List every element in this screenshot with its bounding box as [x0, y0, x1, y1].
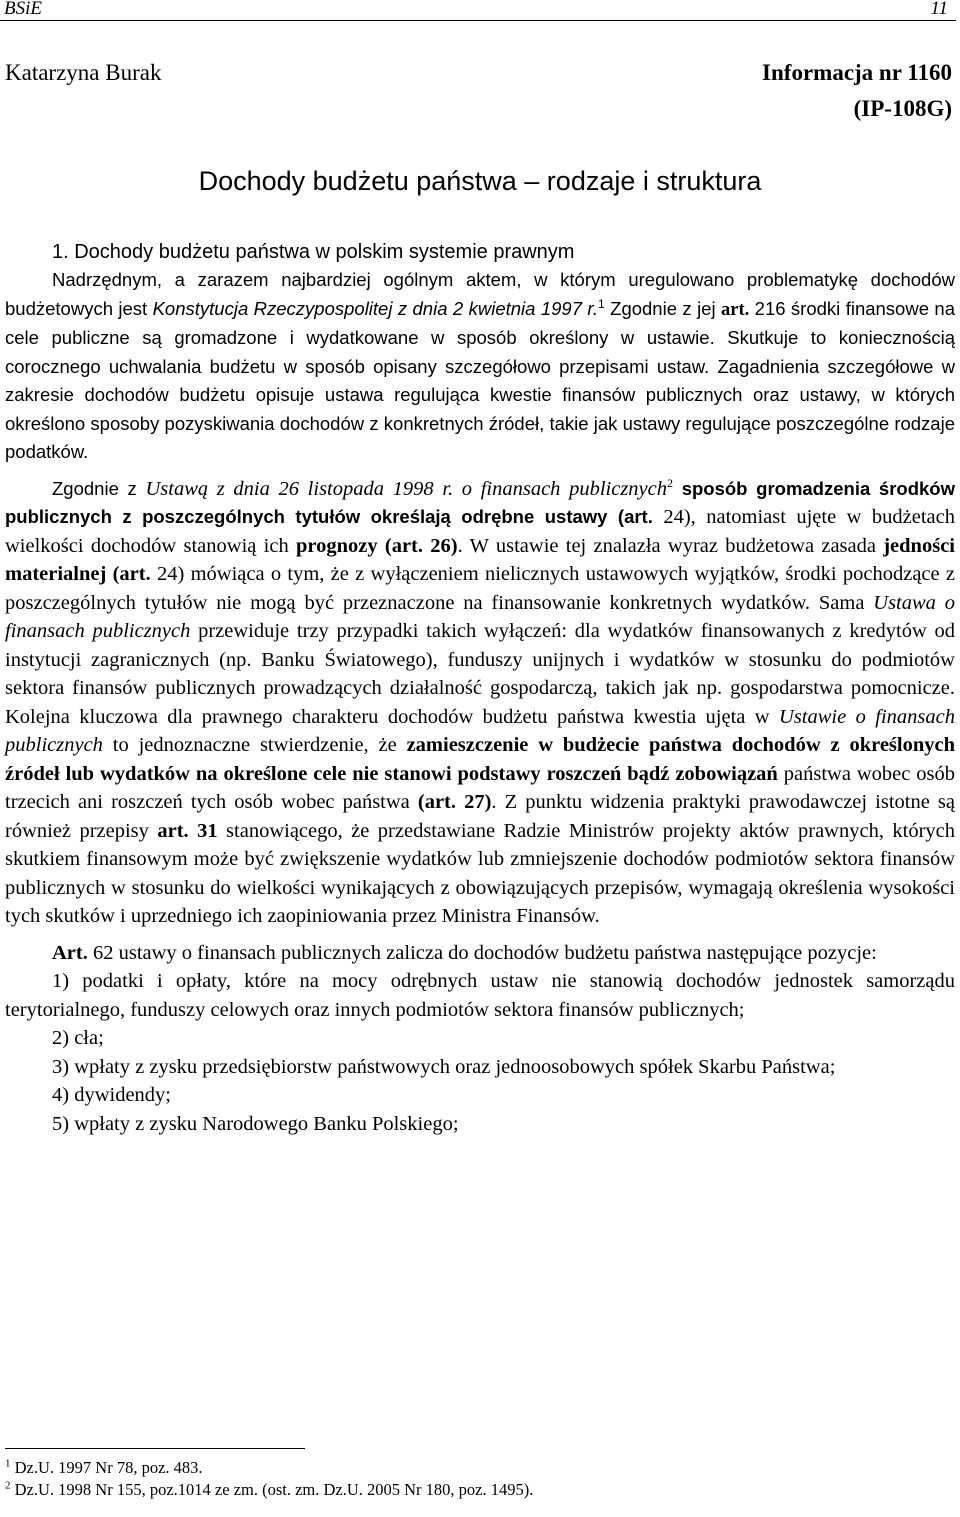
text-run-bold: art. 31 — [157, 819, 218, 842]
text-run-bold: jedności materialnej (art. — [5, 534, 955, 585]
footnote — [5, 1457, 533, 1479]
body-text — [5, 238, 955, 1138]
info-number: Informacja nr 1160 — [762, 60, 952, 85]
list-item: 4) dywidendy; — [52, 1084, 171, 1106]
text-run-bold: (art. 27) — [417, 791, 492, 813]
running-head — [0, 0, 956, 21]
paragraph-2 — [5, 475, 955, 931]
footnote — [5, 1479, 533, 1501]
text-run-italic: Ustawą z dnia 26 listopada 1998 r. o finansach publicznych — [145, 477, 668, 500]
page-number: 11 — [930, 0, 948, 19]
text-run: Zgodnie z — [52, 477, 146, 499]
info-code: (IP-108G) — [853, 96, 952, 121]
text-run-italic: Konstytucja Rzeczypospolitej z dnia 2 kwietnia 1997 r. — [152, 297, 599, 319]
section-heading: 1. Dochody budżetu państwa w polskim systemie prawnym — [52, 241, 575, 263]
text-run-bold: Art. — [52, 941, 88, 964]
list-item: 1) podatki i opłaty, które na mocy odrębnych ustaw nie stanowią dochodów jednostek samorządu terytorialnego, funduszy celowych oraz innych podmiotów sektora finansów publicznych; — [5, 970, 955, 1021]
footnote-number: 2 — [5, 1479, 11, 1492]
text-run: państwa wobec osób trzecich ani roszczeń tych osób wobec państwa — [5, 762, 956, 813]
footnote-ref: 2 — [667, 475, 674, 490]
footnote-ref: 1 — [598, 296, 605, 311]
text-run-bold: zamieszczenie w budżecie państwa dochodów z określonych źródeł lub wydatków na określone cele nie stanowi podstawy roszczeń bądź zobowiązań — [5, 734, 955, 785]
text-run: stanowiącego, że przedstawiane Radzie Ministrów projekty aktów prawnych, których skutkiem finansowym może być zwiększenie wydatków lub zmniejszenie dochodów podmiotów sektora finansów publicznych w stosunku do wielkości wynikających z obowiązujących przepisów, wymagają określenia wysokości tych skutków i uprzedniego ich zaopiniowania przez Ministra Finansów. — [5, 819, 956, 927]
footnote-text: Dz.U. 1998 Nr 155, poz.1014 ze zm. (ost. zm. Dz.U. 2005 Nr 180, poz. 1495). — [10, 1480, 534, 1499]
text-run-italic: Ustawa o finansach publicznych — [5, 591, 955, 642]
text-run-bold: art. — [721, 299, 750, 320]
document-title: Dochody budżetu państwa – rodzaje i struktura — [198, 166, 762, 196]
text-run-bold: prognozy (art. 26) — [295, 534, 458, 557]
footnotes — [5, 1457, 533, 1501]
paragraph-1 — [5, 266, 955, 467]
list-item: 2) cła; — [52, 1027, 104, 1049]
text-run: 24) mówiąca o tym, że z wyłączeniem nielicznych ustawowych wyjątków, środki pochodzące z poszczególnych tytułów nie mogą być przeznaczone na finansowanie konkretnych wydatków. Sama — [5, 563, 956, 614]
footnote-number: 1 — [5, 1457, 11, 1470]
text-run: Nadrzędnym, a zarazem najbardziej ogólnym aktem, w którym uregulowano problematykę dochodów budżetowych jest — [5, 269, 955, 319]
text-run: Zgodnie z jej — [604, 297, 721, 319]
text-run: . W ustawie tej znalazła wyraz budżetowa zasada — [457, 534, 884, 557]
text-run: 216 środki finansowe na cele publiczne są gromadzone i wydatkowane w sposób określony w ustawie. Skutkuje to koniecznością corocznego uchwalania budżetu w sposób opisany szczegółowo przepisami ustaw. Zagadnienia szczegółowe w zakresie dochodów budżetu opisuje ustawa regulująca kwestie finansów publicznych oraz ustawy, w których określono sposoby pozyskiwania dochodów z konkretnych źródeł, takie jak ustawy regulujące poszczególne rodzaje podatków. — [5, 297, 955, 462]
text-run: przewiduje trzy przypadki takich wyłączeń: dla wydatków finansowanych z kredytów od instytucji zagranicznych (np. Banku Światowego), funduszy unijnych i wydatków w stosunku do podmiotów sektora finansów publicznych prowadzących działalność gospodarczą, takich jak np. gospodarstwa pomocnicze. Kolejna kluczowa dla prawnego charakteru dochodów budżetu państwa kwestia ujęta w — [5, 620, 955, 728]
running-head-left: BSiE — [4, 0, 42, 19]
list-item: 3) wpłaty z zysku przedsiębiorstw państwowych oraz jednoosobowych spółek Skarbu Państwa; — [52, 1055, 836, 1078]
footnote-divider — [5, 1448, 305, 1449]
text-run-italic: Ustawie o finansach publicznych — [5, 705, 955, 756]
text-run: 24), natomiast ujęte w budżetach wielkości dochodów stanowią ich — [5, 506, 955, 557]
paragraph-3 — [5, 939, 955, 968]
text-run-bold: sposób gromadzenia środków publicznych z poszczególnych tytułów określają odrębne ustawy (art. — [5, 477, 955, 527]
text-run: . Z punktu widzenia praktyki prawodawczej istotne są również przepisy — [5, 791, 955, 842]
list-item: 5) wpłaty z zysku Narodowego Banku Polskiego; — [52, 1112, 459, 1135]
footnote-text: Dz.U. 1997 Nr 78, poz. 483. — [10, 1458, 203, 1477]
author-name: Katarzyna Burak — [5, 60, 162, 85]
text-run: 62 ustawy o finansach publicznych zalicza do dochodów budżetu państwa następujące pozycje: — [87, 941, 877, 964]
text-run: to jednoznaczne stwierdzenie, że — [102, 734, 407, 756]
